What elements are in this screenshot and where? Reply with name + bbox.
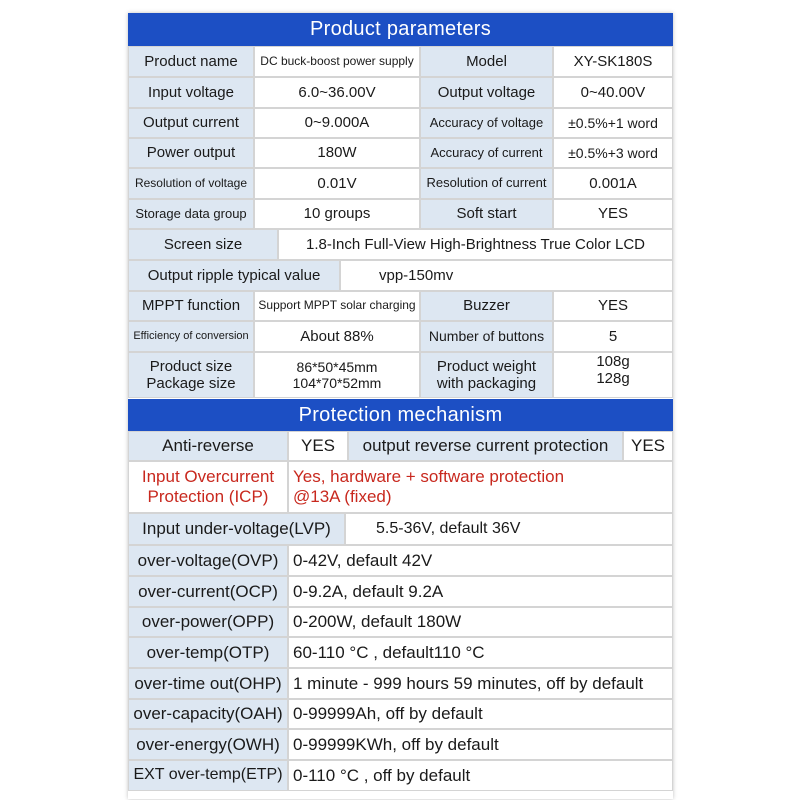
icp-label: [128, 461, 288, 513]
icp-value-line-2: @13A (fixed): [293, 487, 392, 506]
power-output-value: 180W: [254, 138, 420, 168]
buttons-label: Number of buttons: [420, 321, 553, 352]
package-size-value: 104*70*52mm: [292, 375, 382, 391]
ovp-value: 0-42V, default 42V: [288, 545, 673, 576]
accuracy-voltage-label: Accuracy of voltage: [420, 108, 553, 138]
screen-size-label: Screen size: [128, 229, 278, 260]
icp-label-line-1: Input Overcurrent: [141, 467, 275, 487]
ohp-label: over-time out(OHP): [128, 668, 288, 699]
buzzer-value: YES: [553, 291, 673, 321]
packaged-weight-value: 128g: [596, 370, 630, 388]
efficiency-label: Efficiency of conversion: [128, 321, 254, 352]
anti-reverse-label: Anti-reverse: [128, 431, 288, 461]
output-current-value: 0~9.000A: [254, 108, 420, 138]
otp-label: over-temp(OTP): [128, 637, 288, 668]
etp-value: 0-110 °C , off by default: [288, 760, 673, 791]
icp-value: [288, 461, 673, 513]
lvp-value: 5.5-36V, default 36V: [345, 513, 673, 545]
power-output-label: Power output: [128, 138, 254, 168]
icp-value-line-1: Yes, hardware + software protection: [293, 467, 565, 487]
product-size-label: Product size: [149, 357, 233, 375]
mppt-label: MPPT function: [128, 291, 254, 321]
product-name-label: Product name: [128, 46, 254, 77]
product-weight-label: Product weight: [436, 357, 537, 375]
oah-label: over-capacity(OAH): [128, 699, 288, 729]
accuracy-voltage-value: ±0.5%+1 word: [553, 108, 673, 138]
size-label: [128, 352, 254, 398]
ovp-label: over-voltage(OVP): [128, 545, 288, 576]
ocp-value: 0-9.2A, default 9.2A: [288, 576, 673, 607]
ripple-value: vpp-150mv: [340, 260, 673, 291]
weight-label: [420, 352, 553, 398]
section-title: Protection mechanism: [298, 403, 503, 426]
opp-label: over-power(OPP): [128, 607, 288, 637]
section-title: Product parameters: [309, 18, 492, 40]
storage-label: Storage data group: [128, 199, 254, 229]
model-value: XY-SK180S: [553, 46, 673, 77]
size-value: [254, 352, 420, 398]
accuracy-current-label: Accuracy of current: [420, 138, 553, 168]
weight-value: [553, 352, 673, 398]
product-name-value: DC buck-boost power supply: [254, 46, 420, 77]
ocp-label: over-current(OCP): [128, 576, 288, 607]
soft-start-label: Soft start: [420, 199, 553, 229]
weight-with-packaging-label: with packaging: [436, 375, 537, 392]
storage-value: 10 groups: [254, 199, 420, 229]
resolution-current-label: Resolution of current: [420, 168, 553, 199]
package-size-label: Package size: [146, 375, 236, 392]
buzzer-label: Buzzer: [420, 291, 553, 321]
resolution-current-value: 0.001A: [553, 168, 673, 199]
input-voltage-label: Input voltage: [128, 77, 254, 108]
product-weight-value: 108g: [596, 353, 630, 370]
resolution-voltage-label: Resolution of voltage: [128, 168, 254, 199]
opp-value: 0-200W, default 180W: [288, 607, 673, 637]
efficiency-value: About 88%: [254, 321, 420, 352]
protection-mechanism-header: [128, 399, 673, 431]
output-current-label: Output current: [128, 108, 254, 138]
reverse-current-value: YES: [623, 431, 673, 461]
mppt-value: Support MPPT solar charging: [254, 291, 420, 321]
output-voltage-value: 0~40.00V: [553, 77, 673, 108]
otp-value: 60-110 °C , default110 °C: [288, 637, 673, 668]
product-size-value: 86*50*45mm: [296, 358, 378, 375]
accuracy-current-value: ±0.5%+3 word: [553, 138, 673, 168]
buttons-value: 5: [553, 321, 673, 352]
anti-reverse-value: YES: [288, 431, 348, 461]
spec-sheet: [128, 13, 673, 799]
screen-size-value: 1.8-Inch Full-View High-Brightness True Color LCD: [278, 229, 673, 260]
lvp-label: Input under-voltage(LVP): [128, 513, 345, 545]
owh-label: over-energy(OWH): [128, 729, 288, 760]
oah-value: 0-99999Ah, off by default: [288, 699, 673, 729]
model-label: Model: [420, 46, 553, 77]
reverse-current-label: output reverse current protection: [348, 431, 623, 461]
icp-label-line-2: Protection (ICP): [147, 487, 269, 506]
etp-label: EXT over-temp(ETP): [128, 760, 288, 791]
owh-value: 0-99999KWh, off by default: [288, 729, 673, 760]
ripple-label: Output ripple typical value: [128, 260, 340, 291]
output-voltage-label: Output voltage: [420, 77, 553, 108]
soft-start-value: YES: [553, 199, 673, 229]
ohp-value: 1 minute - 999 hours 59 minutes, off by default: [288, 668, 673, 699]
input-voltage-value: 6.0~36.00V: [254, 77, 420, 108]
product-parameters-header: [128, 13, 673, 46]
resolution-voltage-value: 0.01V: [254, 168, 420, 199]
